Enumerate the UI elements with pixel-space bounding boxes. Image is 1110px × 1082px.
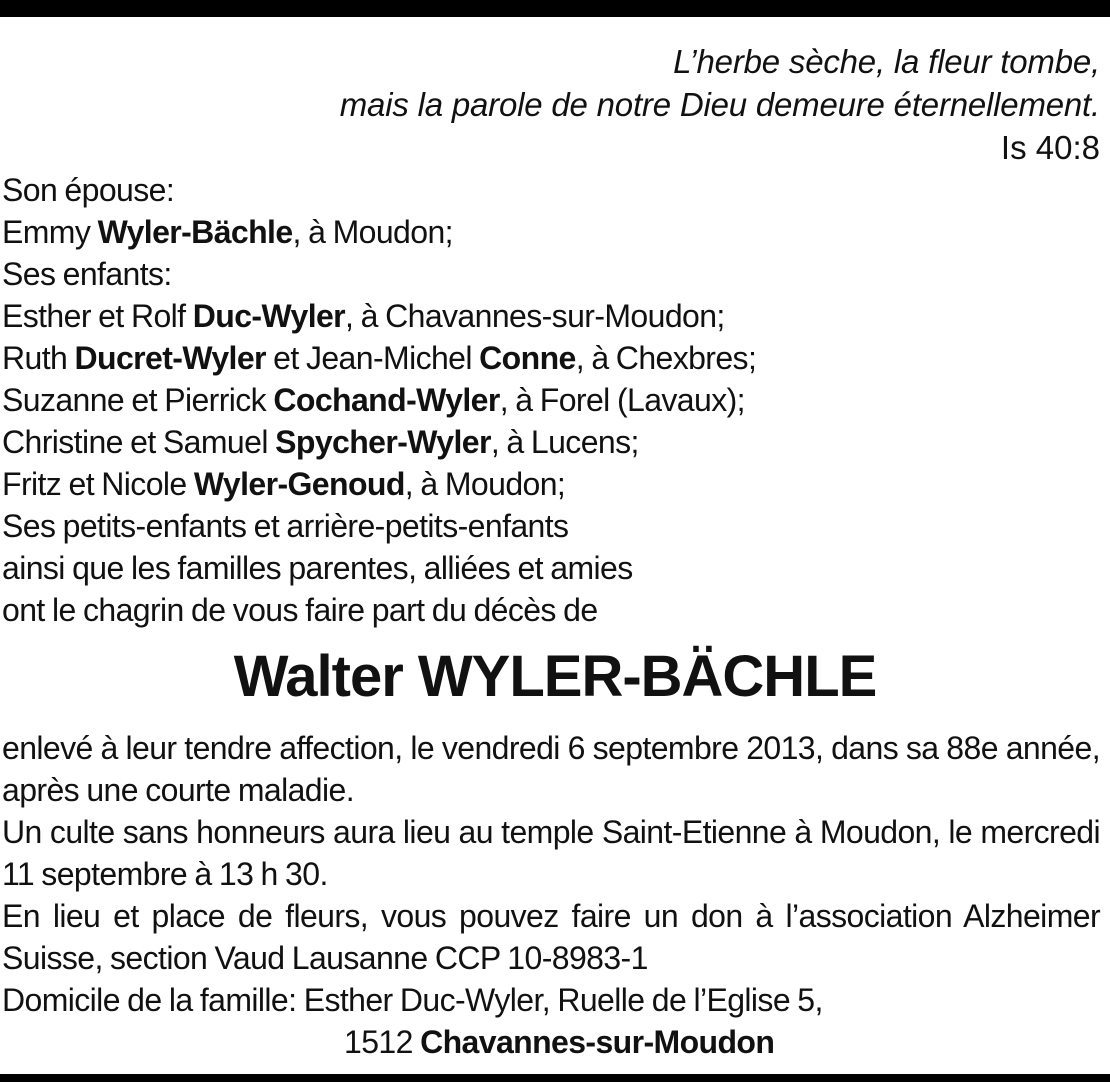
family-domicile: Domicile de la famille: Esther Duc-Wyler, Ruelle de l’Eglise 5, bbox=[2, 982, 823, 1018]
child-partner-surname: Conne bbox=[479, 340, 576, 376]
spouse-first-name: Emmy bbox=[2, 214, 98, 250]
spouse-place: , à Moudon; bbox=[292, 214, 453, 250]
child-first-names: Esther et Rolf bbox=[2, 298, 193, 334]
child-partner-name: et Jean-Michel bbox=[265, 340, 480, 376]
death-announcement: enlevé à leur tendre affection, le vendredi 6 septembre 2013, dans sa 88e année, après une courte maladie. bbox=[2, 730, 1100, 808]
child-place: , à Chavannes-sur-Moudon; bbox=[345, 298, 725, 334]
closing-line-3: ont le chagrin de vous faire part du décès de bbox=[2, 592, 598, 628]
child-place: , à Lucens; bbox=[490, 424, 639, 460]
child-surname: Cochand-Wyler bbox=[273, 382, 500, 418]
top-border-rule bbox=[0, 0, 1110, 17]
donation-info: En lieu et place de fleurs, vous pouvez faire un don à l’association Alzheimer Suisse, section Vaud Lausanne CCP 10-8983-1 bbox=[2, 898, 1100, 976]
bible-verse bbox=[200, 40, 1100, 169]
child-first-names: Fritz et Nicole bbox=[2, 466, 194, 502]
child-surname: Wyler-Genoud bbox=[193, 466, 405, 502]
child-first-names: Christine et Samuel bbox=[2, 424, 276, 460]
child-entry-2 bbox=[2, 337, 1102, 379]
child-entry-4 bbox=[2, 421, 1102, 463]
family-list bbox=[2, 169, 1102, 631]
child-surname: Duc-Wyler bbox=[192, 298, 346, 334]
closing-line-1: Ses petits-enfants et arrière-petits-enfants bbox=[2, 508, 569, 544]
postcode: 1512 bbox=[344, 1024, 421, 1060]
child-first-names: Ruth bbox=[2, 340, 75, 376]
child-entry-5 bbox=[2, 463, 1102, 505]
spouse-entry bbox=[2, 211, 1102, 253]
child-surname: Spycher-Wyler bbox=[275, 424, 491, 460]
spouse-heading: Son épouse: bbox=[2, 172, 175, 208]
verse-line-1: L’herbe sèche, la fleur tombe, bbox=[673, 43, 1100, 80]
child-place: , à Moudon; bbox=[404, 466, 566, 502]
child-first-names: Suzanne et Pierrick bbox=[2, 382, 274, 418]
deceased-name: Walter WYLER-BÄCHLE bbox=[233, 644, 877, 709]
funeral-details bbox=[2, 727, 1100, 1063]
bottom-border-rule bbox=[0, 1074, 1110, 1082]
spouse-surname: Wyler-Bächle bbox=[97, 214, 293, 250]
children-heading: Ses enfants: bbox=[2, 256, 172, 292]
verse-reference: Is 40:8 bbox=[1000, 129, 1100, 166]
verse-line-2: mais la parole de notre Dieu demeure éternellement. bbox=[339, 86, 1100, 123]
child-surname: Ducret-Wyler bbox=[74, 340, 266, 376]
child-place: , à Forel (Lavaux); bbox=[499, 382, 745, 418]
closing-line-2: ainsi que les familles parentes, alliées et amies bbox=[2, 550, 633, 586]
child-place: , à Chexbres; bbox=[575, 340, 757, 376]
town-name: Chavannes-sur-Moudon bbox=[420, 1024, 775, 1060]
child-entry-3 bbox=[2, 379, 1102, 421]
service-info: Un culte sans honneurs aura lieu au temple Saint-Etienne à Moudon, le mercredi 11 septembre à 13 h 30. bbox=[2, 814, 1100, 892]
child-entry-1 bbox=[2, 295, 1102, 337]
domicile-town-line bbox=[2, 1021, 1100, 1063]
